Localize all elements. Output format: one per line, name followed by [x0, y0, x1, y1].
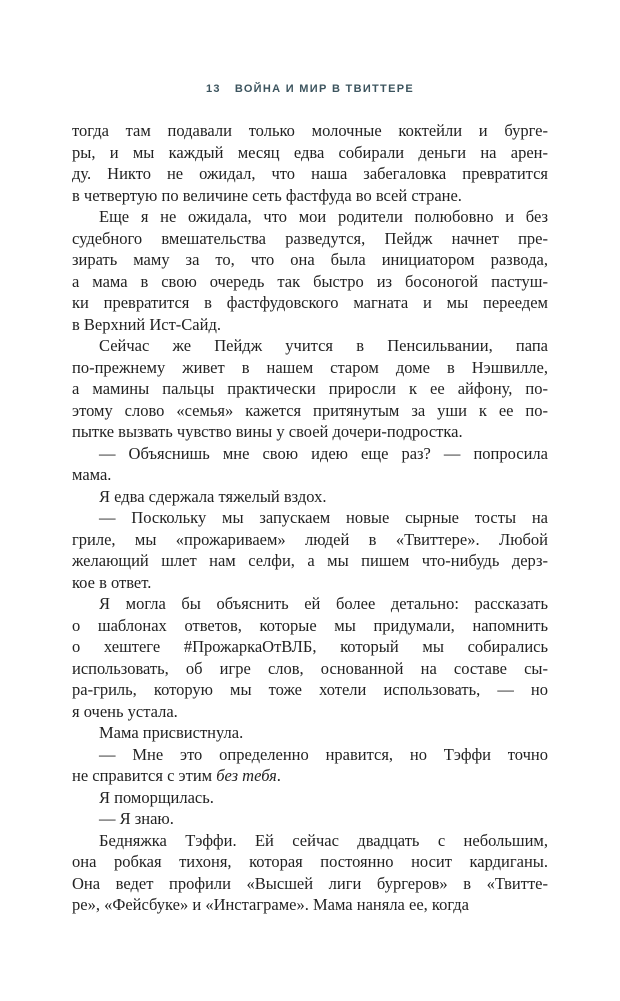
- text-line: ре», «Фейсбуке» и «Инстаграме». Мама наняла ее, когда: [72, 895, 469, 914]
- text-line: тогда там подавали только молочные коктейли и бурге-: [72, 121, 548, 140]
- running-header: [0, 83, 620, 95]
- text-line: кое в ответ.: [72, 572, 152, 592]
- text-line: ра-гриль, которую мы тоже хотели использовать, — но: [72, 680, 548, 699]
- text-line: мама.: [72, 465, 112, 484]
- text-line: — Я знаю.: [99, 809, 174, 828]
- text-line: ки превратится в фастфудовского магната и мы переедем: [72, 293, 548, 312]
- paragraph: [72, 335, 548, 443]
- text-line: по-прежнему живет в нашем старом доме в Нэшвилле,: [72, 357, 548, 377]
- paragraph: [72, 830, 548, 916]
- text-line: а мамины пальцы практически приросли к ее айфону, по-: [72, 379, 548, 398]
- page-number: 13: [206, 83, 221, 95]
- paragraph: [72, 443, 548, 486]
- text-line: судебного вмешательства разведутся, Пейдж начнет пре-: [72, 228, 548, 248]
- text-line: в Верхний Ист-Сайд.: [72, 314, 221, 334]
- text-line: Мама присвистнула.: [99, 723, 244, 742]
- paragraph: [72, 808, 548, 830]
- text-line: использовать, об игре слов, основанной на составе сы-: [72, 658, 548, 678]
- text-line: Я едва сдержала тяжелый вздох.: [99, 486, 327, 506]
- paragraph: [72, 744, 548, 787]
- text-line: Я могла бы объяснить ей более детально: рассказать: [99, 594, 548, 613]
- paragraph: [72, 206, 548, 335]
- paragraph: [72, 722, 548, 744]
- text-line: этому слово «семья» кажется притянутым за уши к ее по-: [72, 400, 548, 420]
- text-line: о шаблонах ответов, которые мы придумали, напомнить: [72, 615, 548, 635]
- text-line: ду. Никто не ожидал, что наша забегаловка превратится: [72, 164, 548, 183]
- text-block: [72, 120, 548, 916]
- paragraph: [72, 787, 548, 809]
- text-line: зирать маму за то, что она была инициатором развода,: [72, 250, 548, 269]
- text-line: — Объяснишь мне свою идею еще раз? — попросила: [99, 443, 548, 463]
- text-line: не справится с этим без тебя.: [72, 766, 281, 785]
- text-line: о хештеге #ПрожаркаОтВЛБ, который мы собирались: [72, 637, 548, 656]
- text-line: в четвертую по величине сеть фастфуда во всей стране.: [72, 185, 462, 205]
- text-line: Сейчас же Пейдж учится в Пенсильвании, папа: [99, 336, 548, 355]
- paragraph: [72, 486, 548, 508]
- paragraph: [72, 507, 548, 593]
- text-line: Она ведет профили «Высшей лиги бургеров» в «Твитте-: [72, 873, 548, 893]
- text-line: а мама в свою очередь так быстро из босоногой пастуш-: [72, 271, 548, 291]
- text-line: Я поморщилась.: [99, 787, 214, 807]
- text-line: — Поскольку мы запускаем новые сырные тосты на: [99, 508, 548, 527]
- text-line: Бедняжка Тэффи. Ей сейчас двадцать с небольшим,: [99, 830, 548, 850]
- text-line: она робкая тихоня, которая постоянно носит кардиганы.: [72, 852, 548, 871]
- paragraph: [72, 120, 548, 206]
- text-line: я очень устала.: [72, 701, 178, 721]
- text-line: гриле, мы «прожариваем» людей в «Твиттере». Любой: [72, 529, 548, 549]
- chapter-title: ВОЙНА И МИР В ТВИТТЕРЕ: [234, 83, 414, 95]
- paragraph: [72, 593, 548, 722]
- text-line: желающий шлет нам селфи, а мы пишем что-нибудь дерз-: [72, 551, 548, 570]
- text-line: пытке вызвать чувство вины у своей дочери-подростка.: [72, 422, 463, 441]
- italic-text: без тебя: [216, 766, 277, 785]
- text-line: Еще я не ожидала, что мои родители полюбовно и без: [99, 207, 548, 226]
- text-line: ры, и мы каждый месяц едва собирали деньги на арен-: [72, 142, 548, 162]
- text-line: — Мне это определенно нравится, но Тэффи точно: [99, 744, 548, 764]
